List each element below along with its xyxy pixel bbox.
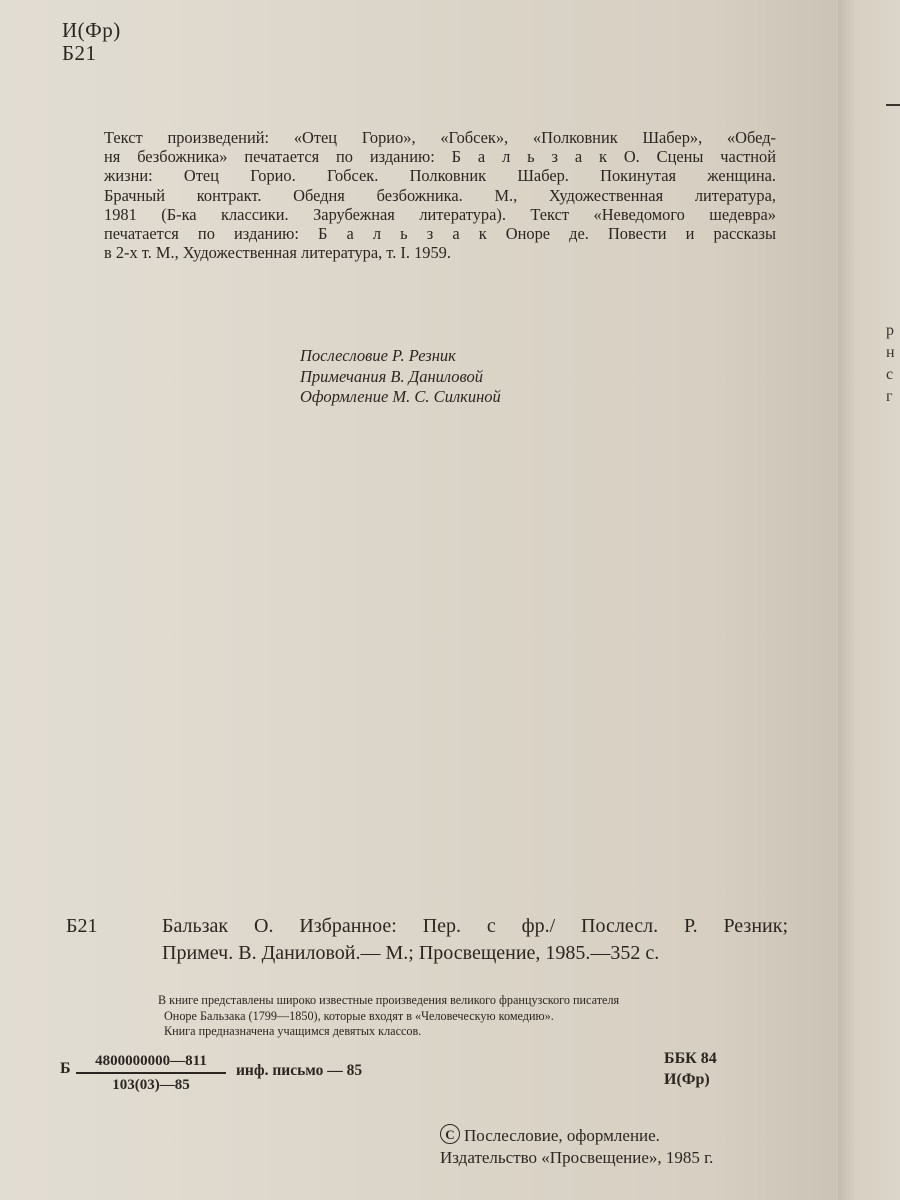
publication-formula bbox=[76, 1053, 226, 1094]
source-text-paragraph bbox=[104, 128, 776, 262]
formula-numerator: 4800000000—811 bbox=[95, 1053, 207, 1069]
index-code-top: И(Фр) bbox=[62, 18, 121, 42]
paragraph-line: Текст произведений: «Отец Горио», «Гобсек», «Полковник Шабер», «Обед- bbox=[104, 128, 776, 147]
adjacent-page-letter: н bbox=[886, 344, 895, 361]
bbk-line: ББК 84 bbox=[664, 1050, 717, 1067]
adjacent-page-letter: р bbox=[886, 322, 894, 339]
credits-block bbox=[300, 346, 501, 408]
copyright-icon bbox=[440, 1124, 460, 1144]
paragraph-line: Брачный контракт. Обедня безбожника. М., Художественная литература, bbox=[104, 185, 776, 205]
catalog-code: Б21 bbox=[66, 915, 98, 937]
credit-afterword: Послесловие Р. Резник bbox=[300, 346, 456, 365]
credit-design: Оформление М. С. Силкиной bbox=[300, 387, 501, 406]
adjacent-page-letter: г bbox=[886, 388, 893, 405]
formula-denominator: 103(03)—85 bbox=[112, 1076, 190, 1093]
catalog-entry bbox=[162, 913, 788, 967]
bbk-code bbox=[664, 1048, 717, 1090]
paragraph-line: 1981 (Б-ка классики. Зарубежная литература). Текст «Неведомого шедевра» bbox=[104, 204, 776, 224]
annotation-line: Оноре Бальзака (1799—1850), которые входят в «Человеческую комедию». bbox=[164, 1008, 554, 1023]
copyright-block bbox=[440, 1124, 713, 1169]
annotation-line: Книга предназначена учащимся девятых классов. bbox=[164, 1024, 422, 1038]
copyright-line: Издательство «Просвещение», 1985 г. bbox=[440, 1148, 714, 1167]
paragraph-line: в 2-х т. М., Художественная литература, т. I. 1959. bbox=[104, 243, 451, 263]
catalog-line: Бальзак О. Избранное: Пер. с фр./ Послесл. Р. Резник; bbox=[162, 915, 788, 937]
bbk-line: И(Фр) bbox=[664, 1071, 710, 1088]
catalog-line: Примеч. В. Даниловой.— М.; Просвещение, 1985.—352 с. bbox=[162, 942, 660, 964]
paragraph-line: ня безбожника» печатается по изданию: Б а л ь з а к О. Сцены частной bbox=[104, 147, 776, 167]
adjacent-page-dash bbox=[886, 104, 900, 106]
adjacent-page-edge bbox=[838, 0, 900, 1200]
formula-suffix: инф. письмо — 85 bbox=[236, 1062, 363, 1079]
index-code-bottom: Б21 bbox=[62, 41, 97, 65]
formula-letter: Б bbox=[60, 1060, 71, 1077]
copyright-line: CПослесловие, оформление. bbox=[440, 1124, 713, 1147]
annotation bbox=[158, 993, 788, 1040]
credit-notes: Примечания В. Даниловой bbox=[300, 366, 484, 386]
paragraph-line: жизни: Отец Горио. Гобсек. Полковник Шабер. Покинутая женщина. bbox=[104, 166, 776, 186]
paragraph-line: печатается по изданию: Б а л ь з а к Оноре де. Повести и рассказы bbox=[104, 223, 776, 243]
adjacent-page-letter: с bbox=[886, 366, 894, 383]
annotation-line: В книге представлены широко известные произведения великого французского писателя bbox=[158, 993, 620, 1007]
